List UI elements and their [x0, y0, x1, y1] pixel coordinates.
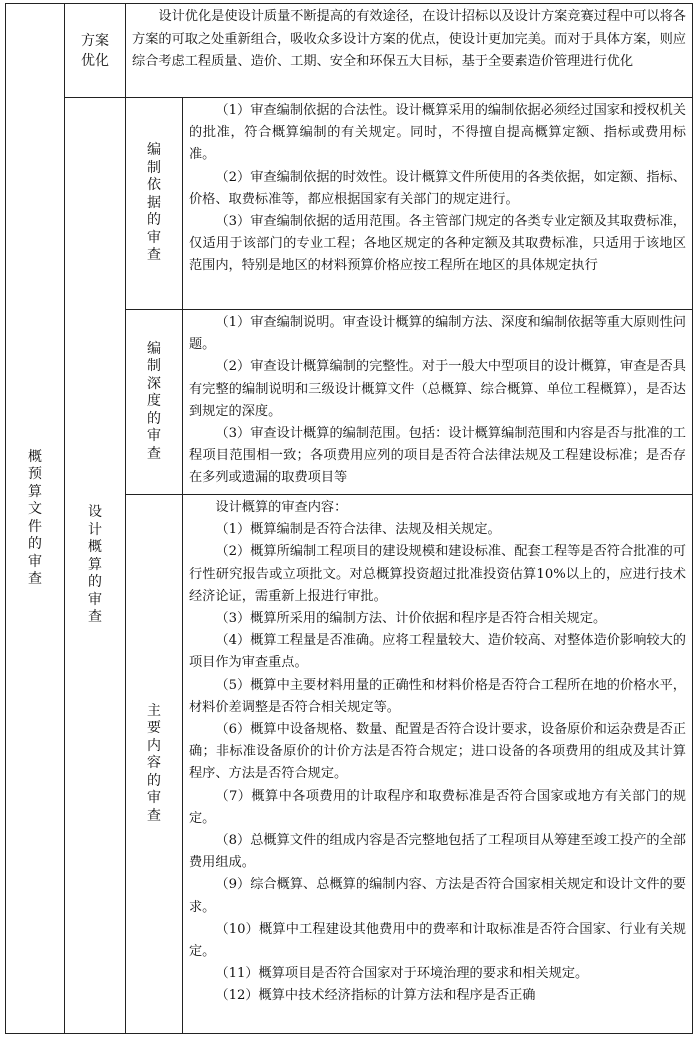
paragraph: （9）综合概算、总概算的编制内容、方法是否符合国家相关规定和设计文件的要求。	[189, 877, 686, 915]
scheme-optimization-content	[126, 4, 693, 98]
section-label-cell	[126, 98, 183, 310]
paragraph: （2）审查设计概算编制的完整性。对于一般大中型项目的设计概算，审查是否具有完整的编制说明和三级设计概算文件（总概算、综合概算、单位工程概算），是否达到规定的深度。	[189, 359, 686, 419]
section-label-basis: 编制依据的审查	[146, 142, 161, 264]
scheme-optimization-label: 方案优化	[81, 32, 109, 69]
section-content-main	[183, 495, 693, 1034]
paragraph: （3）审查编制依据的适用范围。各主管部门规定的各类专业定额及其取费标准，仅适用于该部门的专业工程；各地区规定的各种定额及其取费标准，只适用于该地区范围内，特别是地区的材料预算价格应按工程所在地区的具体规定执行	[189, 214, 686, 274]
outer-category-label: 概预算文件的审查	[27, 448, 42, 587]
middle-category-cell	[65, 98, 126, 1034]
scheme-optimization-text: 设计优化是使设计质量不断提高的有效途径，在设计招标以及设计方案竞赛过程中可以将各方案的可取之处重新组合，吸收众多设计方案的优点，使设计更加完美。而对于具体方案，则应综合考虑工程质量、造价、工期、安全和环保五大目标，基于全要素造价管理进行优化	[132, 9, 686, 69]
section-content-depth	[183, 310, 693, 495]
paragraph: （1）审查编制说明。审查设计概算的编制方法、深度和编制依据等重大原则性问题。	[189, 315, 686, 353]
paragraph: （11）概算项目是否符合国家对于环境治理的要求和相关规定。	[215, 966, 589, 982]
paragraph: （8）总概算文件的组成内容是否完整地包括了工程项目从筹建至竣工投产的全部费用组成。	[189, 833, 686, 871]
outer-category-cell	[6, 4, 65, 1034]
paragraph: （4）概算工程量是否准确。应将工程量较大、造价较高、对整体造价影响较大的项目作为审查重点。	[189, 633, 686, 671]
section-label-cell	[126, 495, 183, 1034]
middle-category-label: 设计概算的审查	[87, 504, 102, 626]
paragraph: （3）审查设计概算的编制范围。包括：设计概算编制范围和内容是否与批准的工程项目范围相一致；各项费用应列的项目是否符合法律法规及工程建设标准；是否存在多列或遗漏的取费项目等	[189, 426, 686, 486]
section-label-cell	[126, 310, 183, 495]
scheme-optimization-label-cell	[65, 4, 126, 98]
paragraph: 设计概算的审查内容：	[215, 500, 348, 515]
section-label-main-content: 主要内容的审查	[146, 702, 161, 824]
paragraph: （10）概算中工程建设其他费用中的费率和计取标准是否符合国家、行业有关规定。	[189, 921, 686, 960]
paragraph: （6）概算中设备规格、数量、配置是否符合设计要求，设备原价和运杂费是否正确；非标准设备原价的计价方法是否符合规定；进口设备的各项费用的组成及其计算程序、方法是否符合规定。	[189, 722, 686, 782]
paragraph: （1）审查编制依据的合法性。设计概算采用的编制依据必须经过国家和授权机关的批准，符合概算编制的有关规定。同时，不得擅自提高概算定额、指标或费用标准。	[189, 103, 686, 163]
section-label-depth: 编制深度的审查	[146, 340, 161, 462]
paragraph: （5）概算中主要材料用量的正确性和材料价格是否符合工程所在地的价格水平，材料价差调整是否符合相关规定等。	[189, 677, 686, 715]
paragraph: （7）概算中各项费用的计取程序和取费标准是否符合国家或地方有关部门的规定。	[189, 788, 686, 826]
section-content-basis	[183, 98, 693, 310]
review-table	[5, 3, 693, 1034]
paragraph: （3）概算所采用的编制方法、计价依据和程序是否符合相关规定。	[215, 611, 607, 627]
paragraph: （2）概算所编制工程项目的建设规模和建设标准、配套工程等是否符合批准的可行性研究报告或立项批文。对总概算投资超过批准投资估算10%以上的，应进行技术经济论证，需重新上报进行审批。	[189, 544, 686, 604]
paragraph: （2）审查编制依据的时效性。设计概算文件所使用的各类依据，如定额、指标、价格、取费标准等，都应根据国家有关部门的规定进行。	[189, 169, 686, 207]
paragraph: （1）概算编制是否符合法律、法规及相关规定。	[215, 522, 501, 538]
paragraph: （12）概算中技术经济指标的计算方法和程序是否正确	[215, 988, 536, 1004]
